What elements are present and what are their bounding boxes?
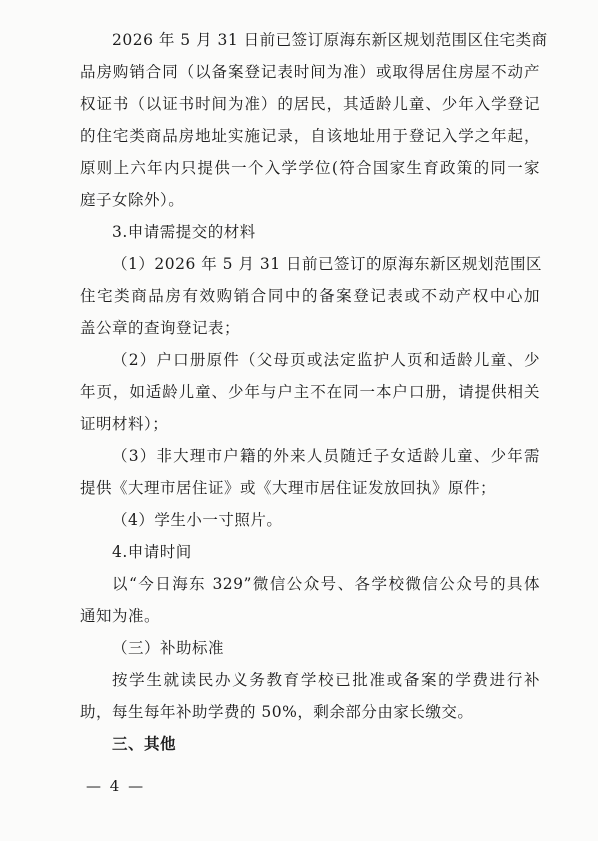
paragraph-line: 按学生就读民办义务教育学校已批准或备案的学费进行补 [112,671,540,689]
paragraph-line: 助，每生每年补助学费的 50%，剩余部分由家长缴交。 [80,703,474,721]
section-heading: 4.申请时间 [112,543,192,561]
section-heading: 三、其他 [112,735,177,753]
list-item-line: （1）2026 年 5 月 31 日前已签订的原海东新区规划范围区 [112,255,543,273]
list-item-line: 年页，如适龄儿童、少年与户主不在同一本户口册，请提供相关 [80,383,540,401]
section-heading: 3.申请需提交的材料 [112,223,256,241]
paragraph-line: 通知为准。 [80,607,161,625]
list-item-line: 住宅类商品房有效购销合同中的备案登记表或不动产权中心加 [80,287,540,305]
list-item-line: （4）学生小一寸照片。 [112,511,283,529]
paragraph-line: 2026 年 5 月 31 日前已签订原海东新区规划范围区住宅类商 [112,31,548,49]
paragraph-line: 权证书（以证书时间为准）的居民，其适龄儿童、少年入学登记 [80,95,540,113]
paragraph-line: 原则上六年内只提供一个入学学位(符合国家生育政策的同一家 [80,159,540,177]
paragraph-line: 品房购销合同（以备案登记表时间为准）或取得居住房屋不动产 [80,63,540,81]
subsection-heading: （三）补助标准 [112,639,225,657]
list-item-line: 盖公章的查询登记表； [80,319,241,337]
list-item-line: 证明材料）； [80,415,169,433]
list-item-line: （3）非大理市户籍的外来人员随迁子女适龄儿童、少年需 [112,447,540,465]
list-item-line: （2）户口册原件（父母页或法定监护人页和适龄儿童、少 [112,351,540,369]
paragraph-line: 以“今日海东 329”微信公众号、各学校微信公众号的具体 [112,575,540,593]
paragraph-line: 庭子女除外）。 [80,191,185,209]
page-number: — 4 — [86,777,146,795]
list-item-line: 提供《大理市居住证》或《大理市居住证发放回执》原件； [80,479,497,497]
paragraph-line: 的住宅类商品房地址实施记录，自该地址用于登记入学之年起， [80,127,540,145]
